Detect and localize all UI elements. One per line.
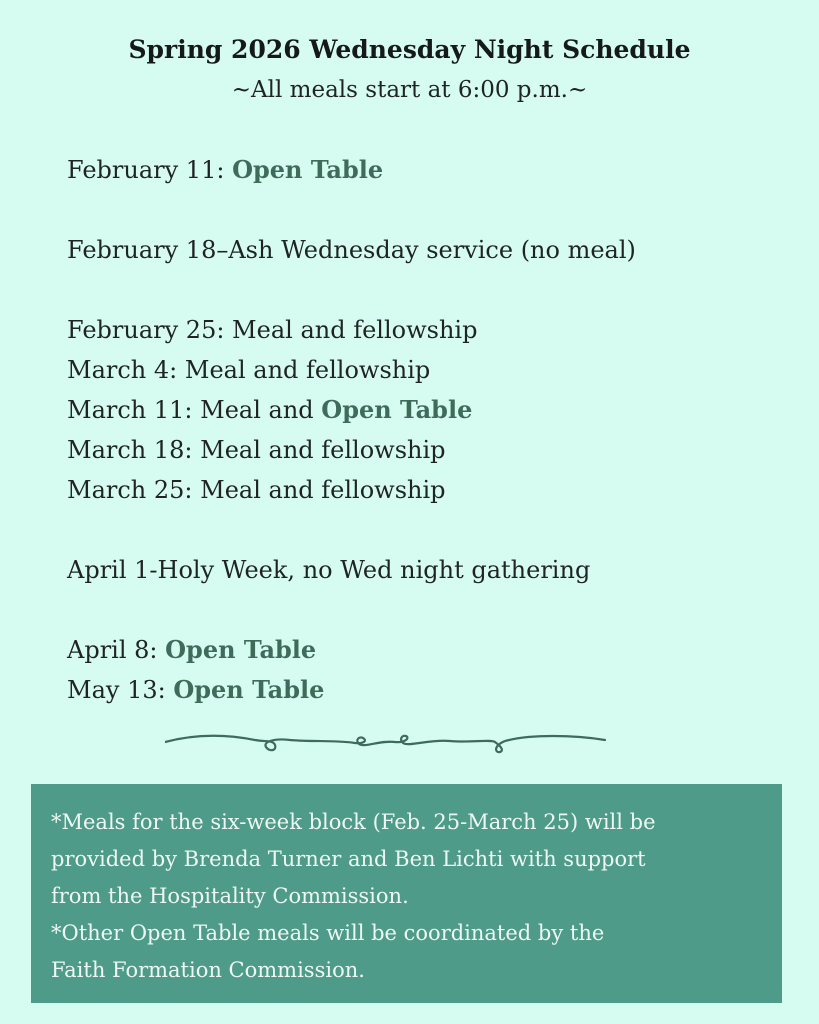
entry-date: April 8: — [67, 636, 166, 664]
note-line: provided by Brenda Turner and Ben Lichti with support — [51, 847, 646, 871]
note-line: *Meals for the six-week block (Feb. 25-March 25) will be — [51, 810, 656, 834]
open-table-highlight: Open Table — [232, 155, 384, 184]
note-line: *Other Open Table meals will be coordinated by the — [51, 921, 605, 945]
spacer — [67, 510, 787, 550]
schedule-entry-mar-11 — [67, 390, 787, 430]
schedule-entry-feb-25: February 25: Meal and fellowship — [67, 316, 478, 344]
schedule-entry-feb-18: February 18–Ash Wednesday service (no meal) — [67, 236, 636, 264]
note-line: Faith Formation Commission. — [51, 958, 365, 982]
schedule-entry-may-13 — [67, 670, 787, 710]
entry-text: March 11: Meal and — [67, 396, 322, 424]
spacer — [67, 270, 787, 310]
schedule-entry-feb-11 — [67, 150, 787, 190]
entry-date: May 13: — [67, 676, 174, 704]
spacer — [67, 590, 787, 630]
open-table-highlight: Open Table — [165, 635, 317, 664]
notes-box — [31, 784, 782, 1003]
page-subtitle: ~All meals start at 6:00 p.m.~ — [231, 77, 588, 103]
page-title: Spring 2026 Wednesday Night Schedule — [128, 35, 691, 64]
spacer — [67, 190, 787, 230]
schedule-entry-mar-4: March 4: Meal and fellowship — [67, 356, 431, 384]
open-table-highlight: Open Table — [321, 395, 473, 424]
flourish-divider-icon — [165, 722, 610, 762]
schedule-entry-apr-8 — [67, 630, 787, 670]
open-table-highlight: Open Table — [173, 675, 325, 704]
schedule-entry-apr-1: April 1-Holy Week, no Wed night gathering — [67, 556, 591, 584]
schedule-entry-mar-18: March 18: Meal and fellowship — [67, 436, 446, 464]
schedule-list — [67, 150, 787, 710]
note-line: from the Hospitality Commission. — [51, 884, 409, 908]
schedule-entry-mar-25: March 25: Meal and fellowship — [67, 476, 446, 504]
entry-date: February 11: — [67, 156, 233, 184]
